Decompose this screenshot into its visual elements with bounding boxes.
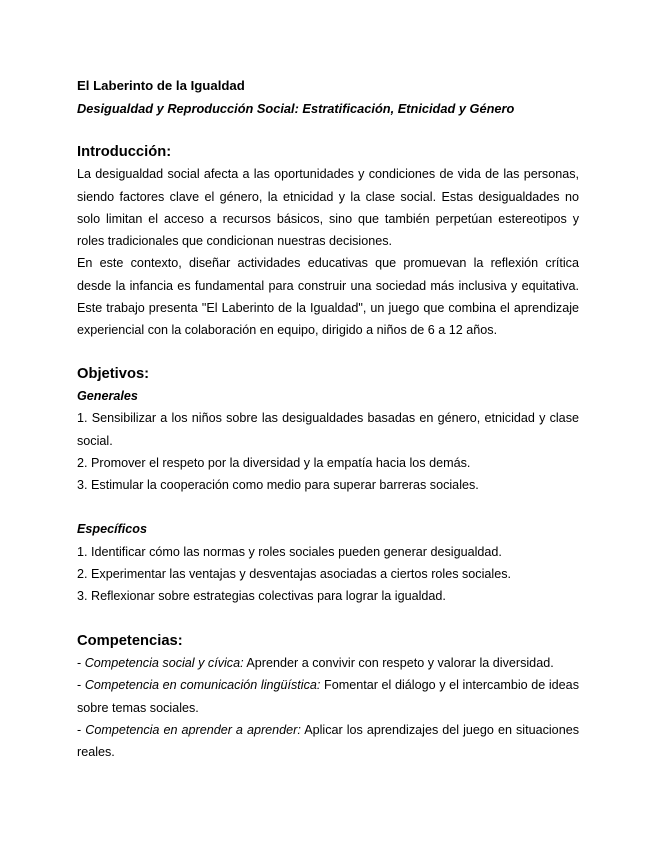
objectives-heading: Objetivos:: [77, 365, 150, 382]
introduction-paragraph: La desigualdad social afecta a las oportunidades y condiciones de vida de las personas, siendo factores clave el género, la etnicidad y la clase social. Estas desigualdades no solo limitan el acceso a recursos básicos, sino que también perpetúan estereotipos y roles tradicionales que condicionan nuestras decisiones.: [77, 167, 579, 249]
competencies-section: [77, 630, 579, 764]
introduction-heading: Introducción:: [77, 144, 172, 160]
introduction-section: [77, 141, 579, 342]
competency-prefix: -: [77, 722, 86, 737]
document-title: El Laberinto de la Igualdad: [77, 78, 245, 93]
competency-description: Aprender a convivir con respeto y valorar la diversidad.: [243, 655, 554, 670]
general-objectives-heading: Generales: [77, 388, 138, 403]
competency-term: Competencia en comunicación lingüística:: [84, 678, 321, 693]
competency-description: Aplicar los aprendizajes del juego en situaciones reales.: [77, 722, 579, 760]
general-objective-item: 3. Estimular la cooperación como medio para superar barreras sociales.: [77, 478, 479, 493]
competency-description: Fomentar el diálogo y el intercambio de ideas sobre temas sociales.: [77, 678, 579, 715]
competencies-heading: Competencias:: [77, 632, 183, 649]
specific-objective-item: 3. Reflexionar sobre estrategias colectivas para lograr la igualdad.: [77, 589, 446, 604]
competency-item: [77, 652, 579, 674]
specific-objectives-heading: Específicos: [77, 522, 147, 537]
specific-objective-item: 1. Identificar cómo las normas y roles sociales pueden generar desigualdad.: [77, 544, 502, 559]
introduction-paragraph: En este contexto, diseñar actividades educativas que promuevan la reflexión crítica desde la infancia es fundamental para construir una sociedad más inclusiva y equitativa. Este trabajo presenta "El Laberinto de la Igualdad", un juego que combina el aprendizaje experiencial con la colaboración en equipo, dirigido a niños de 6 a 12 años.: [77, 256, 579, 338]
competency-term: Competencia social y cívica:: [84, 655, 244, 670]
competency-prefix: -: [77, 655, 85, 670]
competency-term: Competencia en aprender a aprender:: [85, 722, 301, 737]
document-page: [77, 76, 579, 763]
competency-item: [77, 674, 579, 719]
general-objective-item: 1. Sensibilizar a los niños sobre las desigualdades basadas en género, etnicidad y clase social.: [77, 411, 579, 448]
document-subtitle: Desigualdad y Reproducción Social: Estratificación, Etnicidad y Género: [77, 101, 515, 116]
competency-item: [77, 719, 579, 764]
specific-objective-item: 2. Experimentar las ventajas y desventajas asociadas a ciertos roles sociales.: [77, 567, 511, 582]
general-objective-item: 2. Promover el respeto por la diversidad y la empatía hacia los demás.: [77, 455, 471, 470]
objectives-section: [77, 363, 579, 608]
competency-prefix: -: [77, 678, 85, 693]
